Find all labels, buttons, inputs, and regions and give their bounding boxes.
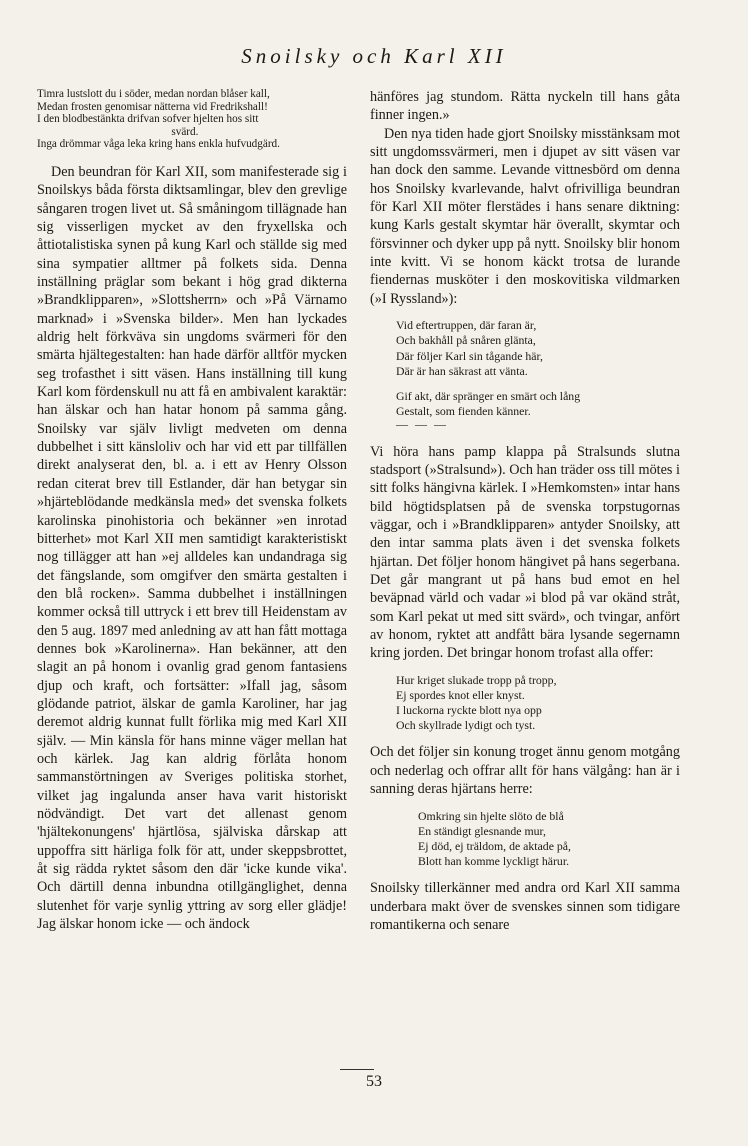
verse-line: Och bakhåll på snåren glänta, — [396, 333, 536, 348]
verse-line: Hur kriget slukade tropp på tropp, — [396, 672, 557, 687]
body-paragraph: Vi höra hans pamp klappa på Stralsunds slutna stadsport (»Stralsund»). Och han träder oss till mötes i sitt folks hängivna kärlek. I »Hemkomsten» intar hans bild högtidsplatsen på de svenska torpstugornas väggar, och i »Brandklipparen» antyder Snoilsky, att den intar samma plats även i det svenska folkets hjärtan. Det följer honom hängivet på hans segerbana. Det går mangrant ut på hans bud emot en hel beväpnad värld och vadar »i blod på var okänd stråt, som Karl pekat ut med sitt svärd», och tvingar, anfört av honom, ryktet att andfått bära lysande segernamn kring jorden. Det bringar honom trofast alla offer: — [370, 443, 680, 662]
page-number-rule — [340, 1069, 374, 1070]
epigraph-line: I den blodbestänkta drifvan sofver hjelten hos sitt — [37, 113, 259, 126]
page-number: 53 — [366, 1073, 382, 1090]
verse-line: Och skyllrade lydigt och tyst. — [396, 718, 536, 733]
verse-line: Gif akt, där spränger en smärt och lång — [396, 388, 581, 403]
verse-line: Ej spordes knot eller knyst. — [396, 687, 525, 702]
verse-line: En ständigt glesnande mur, — [418, 823, 546, 838]
body-paragraph: Och det följer sin konung troget ännu genom motgång och nederlag och offrar allt för hans välgång: han är i sanning deras hjärtans herre: — [370, 744, 680, 798]
verse-line: Där är han säkrast att vänta. — [396, 363, 528, 378]
epigraph-line: svärd. — [171, 125, 199, 138]
verse-stanza — [396, 318, 680, 379]
left-column — [37, 88, 347, 933]
verse-line: Vid eftertruppen, där faran är, — [396, 318, 537, 333]
verse-stanza — [396, 389, 680, 433]
verse-quote — [418, 809, 680, 870]
right-column — [370, 88, 680, 934]
epigraph — [37, 88, 347, 151]
page-header-title: Snoilsky och Karl XII — [241, 44, 507, 68]
epigraph-line: Inga drömmar våga leka kring hans enkla hufvudgärd. — [37, 138, 280, 151]
body-paragraph: Den beundran för Karl XII, som manifesterade sig i Snoilskys båda första diktsamlingar, blev den grevlige sångaren trogen livet ut. Så småningom tillägnade han sig visserligen mycket av den fryxellska och åttiotalistiska synen på kung Karl och ställde sig med sina sympatier alltmer på folkets sida. Denna inställning präglar som bekant i hög grad dikterna »Brandklipparen», »Slottsherrn» och »På Värnamo marknad» i »Svenska bilder». Men han lyckades aldrig helt förkväva sin ungdoms svärmeri för den smärta hjältegestalten: han hade därför alltför mycken seg trofasthet i sitt väsen. Hans inställning till kung Karl kom fördenskull nu att få en ambivalent karaktär: han älskar och han hatar honom på samma gång. Snoilsky var själv livligt medveten om denna dubbelhet i sitt känsloliv och har vid ett par tillfällen direkt analyserat den, bl. a. i ett av Henry Olsson redan citerat brev till Estlander, där han betygar sin »hjärteblödande medkänsla med» det svenska folkets karolinska pinohistoria och bekänner »en inrotad bitterhet» mot Karl XII men samtidigt karakteristiskt nog tillägger att han »ej alldeles kan undandraga sig det fängslande, som omgifver den smärta gestalten i den blå rocken». Samma dubbelhet i inställningen kommer också till uttryck i ett brev till Heidenstam av den 5 aug. 1897 med anledning av att han fått mottaga dennes bok »Karolinerna». Han bekänner, att den slagit an på honom i ovanlig grad genom fantasiens djup och kraft, och fortsätter: »Ifall jag, såsom glödande patriot, älskar de gamla Karoliner, har jag deremot aldrig kunnat fullt förlika mig med Karl XII själv. — Min känsla för hans minne väger mellan hat och kärlek. Jag kan aldrig förlåta honom sammanstörtningen av Sveriges politiska storhet, vilket jag ingalunda anser hava varit historiskt nödvändigt. Det vart det allenast genom 'hjältekonungens' hjärtlösa, själviska dårskap att uppoffra sitt härliga folk för att, under skeppsbrottet, åt sig rädda ryktet såsom den där 'icke kunde vika'. Och därtill denna inbundna otillgänglighet, denna slutenhet för varje synlig yttring av sorg eller glädje! Jag älskar honom icke — och ändock — [37, 163, 347, 933]
verse-line: Ej död, ej träldom, de aktade på, — [418, 838, 571, 853]
verse-line: Omkring sin hjelte slöto de blå — [418, 808, 564, 823]
body-paragraph: Snoilsky tillerkänner med andra ord Karl XII samma underbara makt över de svenskes sinnen som tidigare romantikerna och senare — [370, 880, 680, 934]
epigraph-line: Timra lustslott du i söder, medan nordan blåser kall, — [37, 88, 270, 100]
verse-ellipsis-dashes: — — — — [396, 417, 448, 432]
verse-line: Blott han komme lyckligt härur. — [418, 854, 570, 869]
verse-line: Där följer Karl sin tågande här, — [396, 348, 543, 363]
body-paragraph: Den nya tiden hade gjort Snoilsky misstänksam mot sitt ungdomssvärmeri, men i djupet av sitt väsen var han dock den samme. Levande vittnesbörd om denna hos Snoilsky kvarlevande, halvt ofrivilliga beundran för Karl XII möter flerstädes i hans senare diktning: kung Karls gestalt skymtar här överallt, skymtar och försvinner och dyker upp på nytt. Snoilsky blir honom inte kvitt. Vi se honom käckt trotsa de lurande fiendernas musköter i den moskovitiska vildmarken (»I Ryssland»): — [370, 125, 680, 307]
verse-quote — [396, 673, 680, 734]
body-paragraph: hänföres jag stundom. Rätta nyckeln till hans gåta finner ingen.» — [370, 89, 680, 124]
verse-line: I luckorna ryckte blott nya opp — [396, 703, 542, 718]
verse-quote — [396, 318, 680, 432]
epigraph-line: Medan frosten genomisar nätterna vid Fredrikshall! — [37, 100, 268, 113]
verse-line: Gestalt, som fienden känner. — [396, 404, 531, 419]
